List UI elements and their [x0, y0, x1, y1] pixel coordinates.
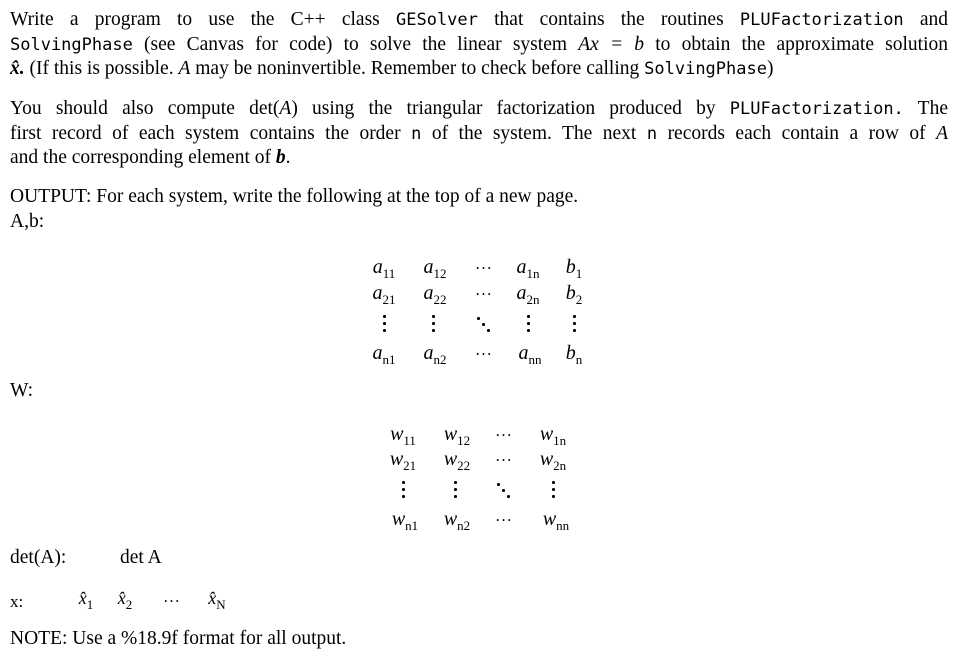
cell-an1: $a_{n1}$	[372, 342, 396, 367]
cell-w22: $w_{22}$	[443, 448, 471, 473]
para1-line3: x̂. (If this is possible. A may be noninvertible. Remember to check before calling SolvingPhase)	[10, 58, 774, 79]
output-instruction: OUTPUT: For each system, write the following at the top of a new page.	[10, 186, 579, 207]
cell-w21: $w_{21}$	[389, 448, 417, 473]
label-x: x:	[10, 592, 24, 611]
label-w: W:	[10, 380, 34, 401]
cell-a1n: $a_{1n}$	[516, 256, 540, 281]
cell-w1n: $w_{1n}$	[539, 423, 567, 448]
para1-line2: SolvingPhase (see Canvas for code) to solve the linear system Ax = b to obtain the approximate solution	[10, 33, 948, 55]
para2-line2: first record of each system contains the order n of the system. The next n records each contain a row of A	[10, 122, 949, 144]
vdots-col4	[526, 315, 530, 333]
vdots-col1	[382, 315, 386, 333]
label-det: det(A):	[10, 547, 67, 568]
para1-line1: Write a program to use the C++ class GESolver that contains the routines PLUFactorization and	[10, 9, 949, 30]
class-name-gesolver: GESolver	[396, 10, 478, 30]
ddots-center	[476, 316, 492, 332]
cell-a12: $a_{12}$	[423, 256, 447, 281]
cell-bn: $b_n$	[565, 342, 583, 367]
hdots-row2: ···	[475, 285, 493, 303]
format-note: NOTE: Use a %18.9f format for all output.	[10, 628, 347, 649]
hdots-rown: ···	[475, 345, 493, 363]
vdots-w-col4	[551, 481, 555, 499]
cell-an2: $a_{n2}$	[423, 342, 447, 367]
hdots-row1: ···	[475, 259, 493, 277]
det-value: det A	[120, 547, 162, 568]
cell-a21: $a_{21}$	[372, 282, 396, 307]
vdots-col5	[572, 315, 576, 333]
cell-b2: $b_2$	[565, 282, 583, 307]
cell-w11: $w_{11}$	[390, 423, 416, 448]
para2-line1: You should also compute det(A) using the triangular factorization produced by PLUFactorization. The	[10, 98, 948, 119]
cell-a22: $a_{22}$	[423, 282, 447, 307]
cell-a2n: $a_{2n}$	[516, 282, 540, 307]
vdots-w-col1	[401, 481, 405, 499]
routine-plufactorization: PLUFactorization	[739, 10, 904, 30]
vdots-w-col2	[453, 481, 457, 499]
cell-wn2: $w_{n2}$	[443, 508, 471, 533]
hdots-x: ···	[163, 592, 181, 610]
problem-paragraph-1	[10, 8, 948, 82]
hdots-w-row2: ···	[495, 451, 513, 469]
equation-ax-b: Ax = b	[578, 33, 645, 55]
ddots-w-center	[496, 482, 512, 498]
hdots-w-rown: ···	[495, 511, 513, 529]
x-hat-2: $x̂_2$	[117, 588, 133, 612]
hdots-w-row1: ···	[495, 426, 513, 444]
vdots-col2	[431, 315, 435, 333]
cell-w2n: $w_{2n}$	[539, 448, 567, 473]
cell-wn1: $w_{n1}$	[391, 508, 419, 533]
cell-b1: $b_1$	[565, 256, 583, 281]
cell-ann: $a_{nn}$	[518, 342, 542, 367]
x-hat-1: $x̂_1$	[78, 588, 94, 612]
x-hat-n: $x̂_N$	[208, 588, 226, 612]
cell-a11: $a_{11}$	[372, 256, 396, 281]
cell-wnn: $w_{nn}$	[542, 508, 570, 533]
para2-line3: and the corresponding element of b.	[10, 147, 291, 168]
label-ab: A,b:	[10, 211, 45, 232]
routine-solvingphase: SolvingPhase	[10, 34, 133, 55]
cell-w12: $w_{12}$	[443, 423, 471, 448]
problem-paragraph-2	[10, 97, 948, 171]
